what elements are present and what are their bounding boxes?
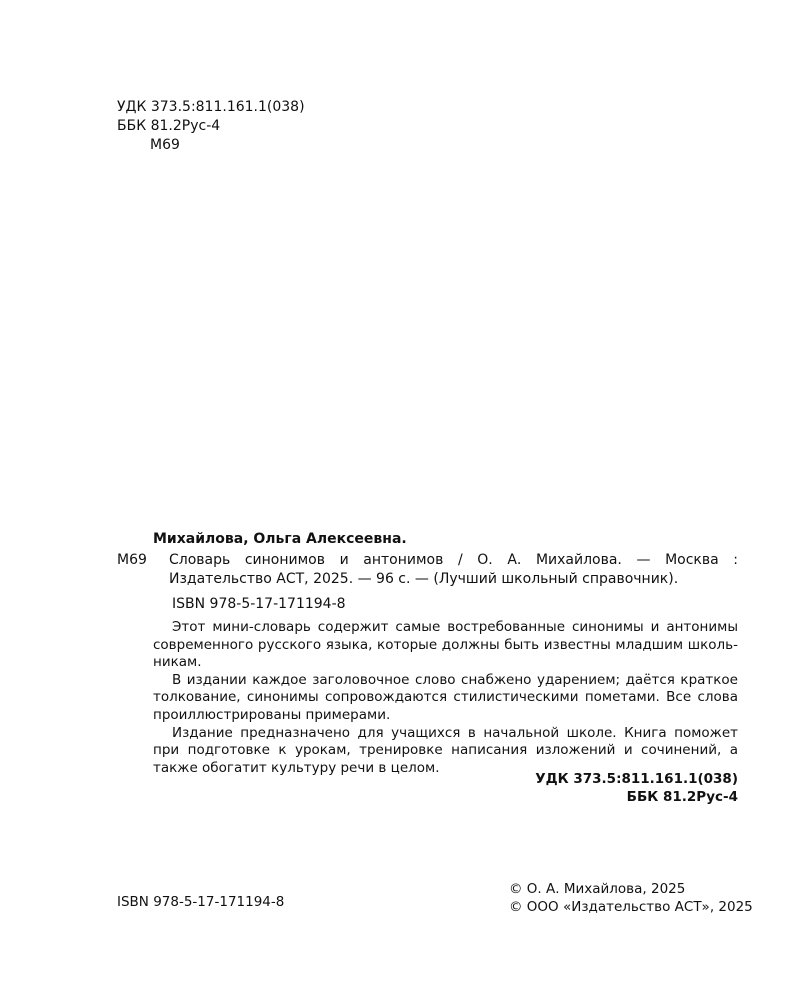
annotation-paragraph: В издании каждое заголовочное слово снабжено ударением; даётся краткое толкование, синонимы сопровождаются стилистическими пометами. Все слова проиллюстрированы примерами. xyxy=(153,671,738,723)
bbk-code-top: ББК 81.2Рус-4 xyxy=(117,118,221,134)
bbk-code-annotation: ББК 81.2Рус-4 xyxy=(626,788,738,805)
bibliographic-record: Словарь синонимов и антонимов / О. А. Михайлова. — Москва : Издательство АСТ, 2025. — 96 с. — (Лучший школьный справочник). xyxy=(169,552,738,587)
isbn-footer: ISBN 978-5-17-171194-8 xyxy=(117,894,285,910)
annotation xyxy=(153,619,738,777)
copyright-block xyxy=(509,880,753,916)
author-heading: Михайлова, Ольга Алексеевна. xyxy=(153,531,407,547)
copyright-publisher: © ООО «Издательство АСТ», 2025 xyxy=(509,899,753,915)
author-sign-top: М69 xyxy=(150,137,180,153)
annotation-paragraph: Этот мини-словарь содержит самые востребованные синонимы и антонимы современного русского языка, которые должны быть известны младшим школьникам. xyxy=(153,619,738,671)
author-sign-record: М69 xyxy=(117,552,147,568)
annotation-codes xyxy=(535,771,738,806)
udk-code-annotation: УДК 373.5:811.161.1(038) xyxy=(535,771,738,787)
annotation-paragraph: Издание предназначено для учащихся в начальной школе. Книга поможет при подготовке к урокам, тренировке написания изложений и сочинений, а также обогатит культуру речи в целом. xyxy=(153,724,738,776)
isbn-record: ISBN 978-5-17-171194-8 xyxy=(172,596,346,612)
copyright-author: © О. А. Михайлова, 2025 xyxy=(509,881,686,897)
udk-code-top: УДК 373.5:811.161.1(038) xyxy=(117,99,305,115)
